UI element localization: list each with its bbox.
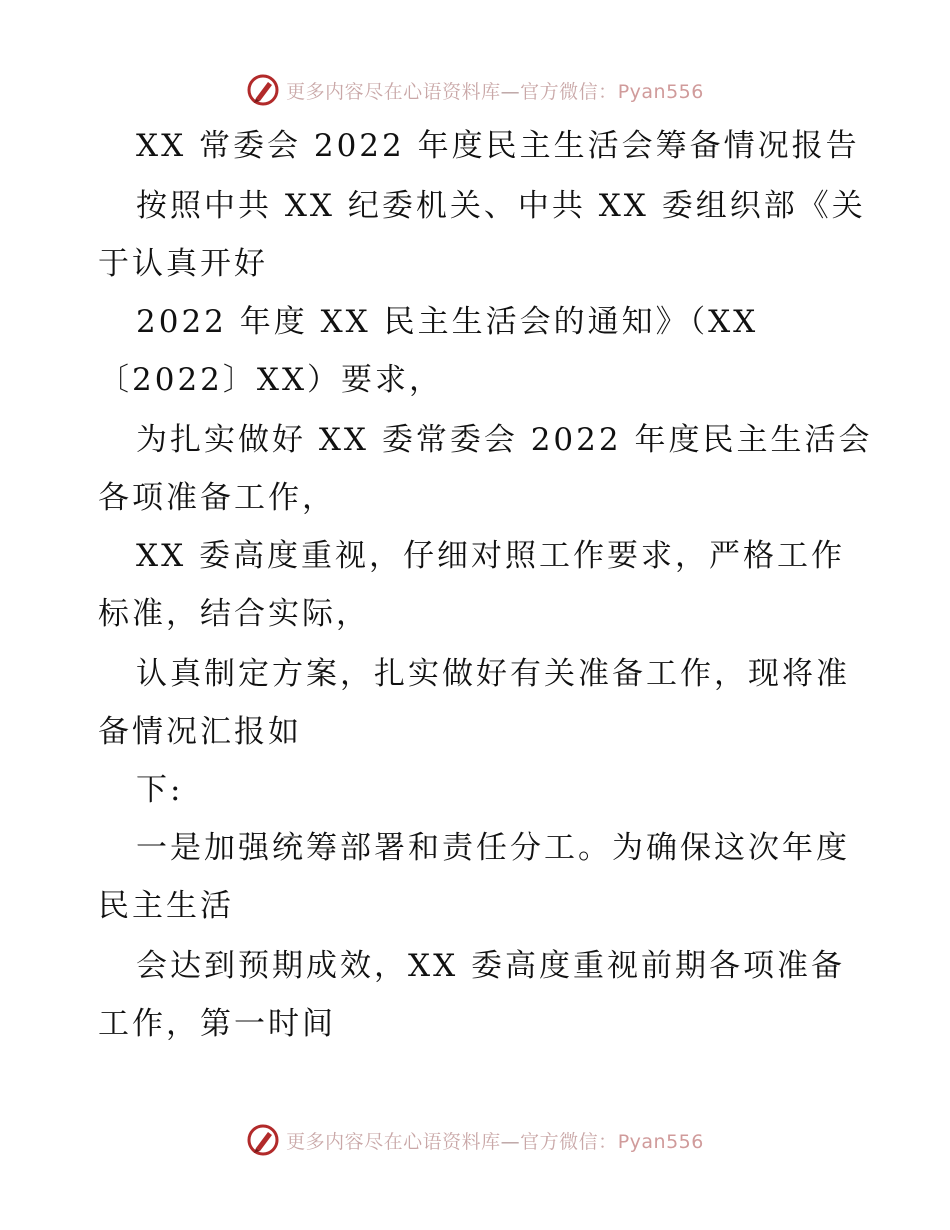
paragraph-line: 工作，第一时间 [98,1006,336,1042]
paragraph-line: 标准，结合实际， [98,596,370,632]
pen-logo-icon [246,1123,280,1157]
paragraph-line: 2022 年度 XX 民主生活会的通知》（XX [136,304,759,340]
watermark-text: 更多内容尽在心语资料库—官方微信：Pyan556 [286,80,704,103]
paragraph-line: 按照中共 XX 纪委机关、中共 XX 委组织部《关 [136,188,866,224]
paragraph-line: 民主生活 [98,888,234,924]
paragraph-line: 〔2022〕XX）要求， [98,362,444,398]
footer-watermark [0,1120,950,1160]
paragraph-line: 于认真开好 [98,246,268,282]
paragraph-line: 各项准备工作， [98,480,336,516]
pen-logo-icon [246,73,280,107]
document-title: XX 常委会 2022 年度民主生活会筹备情况报告 [136,128,860,164]
paragraph-line: XX 委高度重视，仔细对照工作要求，严格工作 [136,538,845,574]
paragraph-line: 认真制定方案，扎实做好有关准备工作，现将准 [136,656,850,692]
header-watermark [0,70,950,110]
watermark-text: 更多内容尽在心语资料库—官方微信：Pyan556 [286,1130,704,1153]
paragraph-line: 一是加强统筹部署和责任分工。为确保这次年度 [136,830,850,866]
paragraph-line: 会达到预期成效，XX 委高度重视前期各项准备 [136,948,845,984]
paragraph-line: 备情况汇报如 [98,714,302,750]
paragraph-line: 为扎实做好 XX 委常委会 2022 年度民主生活会 [136,422,873,458]
paragraph-line: 下: [136,772,184,808]
